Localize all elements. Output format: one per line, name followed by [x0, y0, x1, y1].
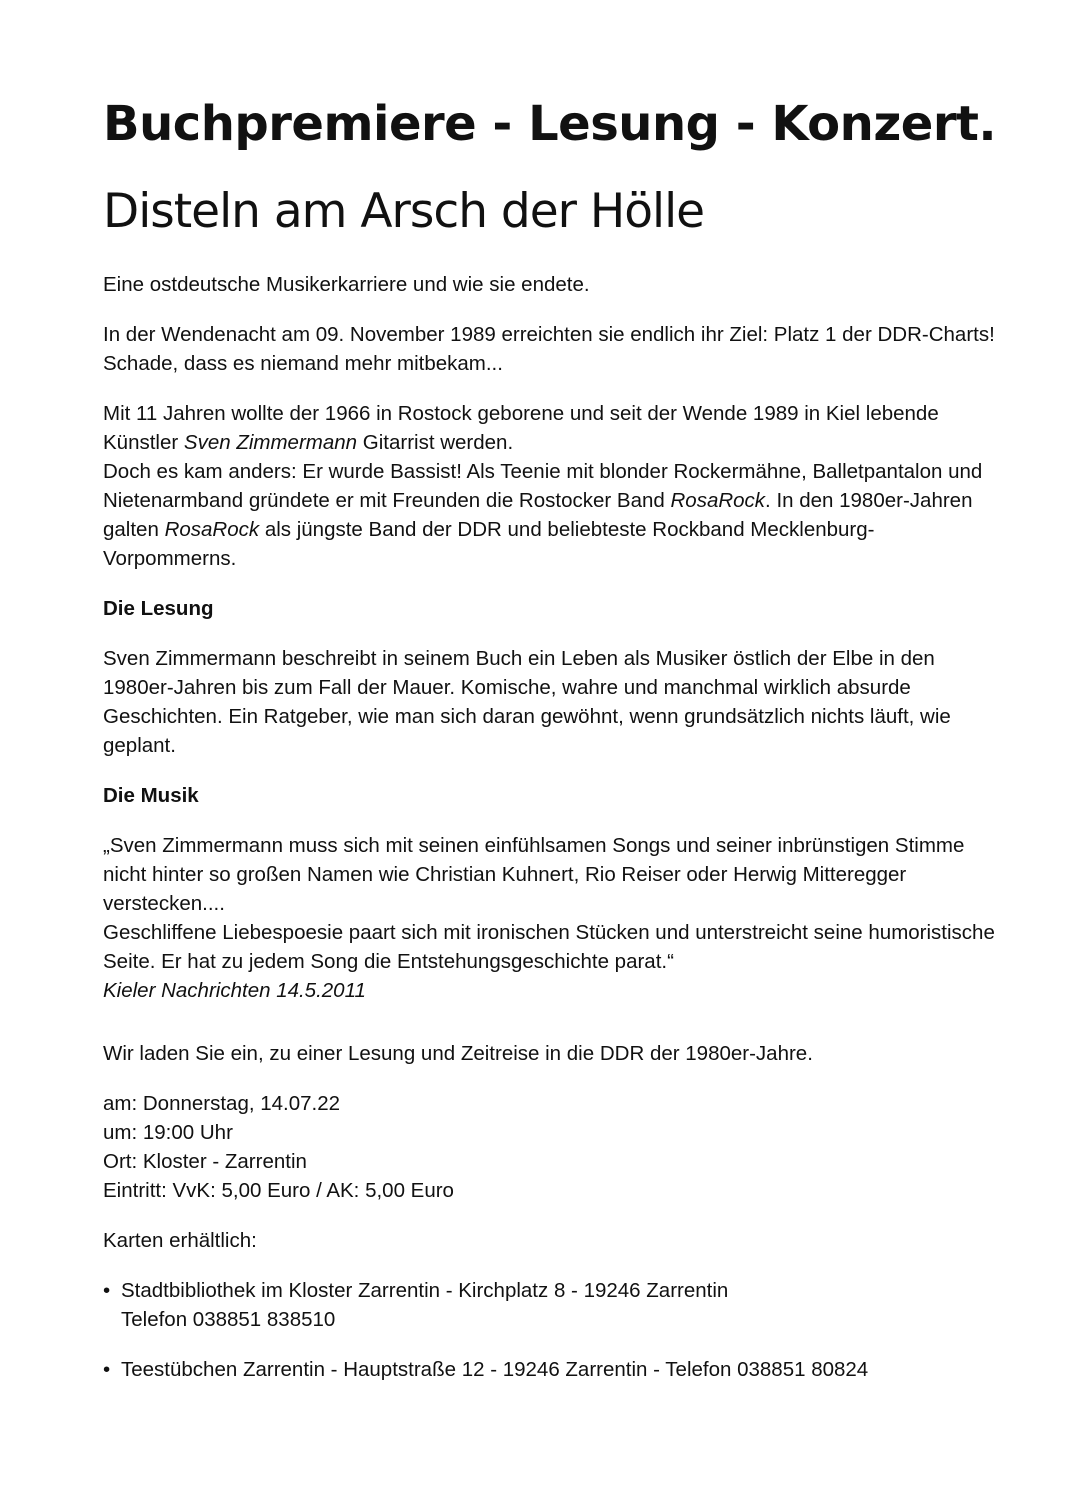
lesung-text: Sven Zimmermann beschreibt in seinem Buch ein Leben als Musiker östlich der Elbe in den 1980er-Jahren bis zum Fall der Mauer. Komische, wahre und manchmal wirklich absurde Geschichten. Ein Ratgeber, wie man sich daran gewöhnt, wenn grundsätzlich nichts läuft, wie geplant. — [103, 647, 951, 757]
tickets-label: Karten erhältlich: — [103, 1229, 257, 1252]
book-title: Disteln am Arsch der Hölle — [103, 184, 705, 239]
press-quote — [103, 831, 1003, 1005]
event-location: Ort: Kloster - Zarrentin — [103, 1150, 307, 1173]
quote-source — [103, 976, 1003, 1005]
musik-heading: Die Musik — [103, 784, 199, 807]
bullet-icon: • — [103, 1279, 111, 1302]
bio-text-3: Doch es kam anders: Er wurde Bassist! Als Teenie mit blonder Rockermähne, Balletpantalon und Nietenarmband gründete er mit Freunden die Rostocker Band — [103, 460, 983, 512]
bio-paragraph — [103, 399, 1003, 573]
document-page — [103, 94, 1003, 1405]
band-name-2: RosaRock — [164, 518, 260, 541]
bio-text-5: als jüngste Band der DDR und beliebteste Rockband Mecklenburg-Vorpommerns. — [103, 518, 875, 570]
artist-name: Sven Zimmermann — [183, 431, 358, 454]
outlet-phone: Telefon 038851 838510 — [121, 1308, 336, 1331]
outlet-address: Teestübchen Zarrentin - Hauptstraße 12 - 19246 Zarrentin - Telefon 038851 80824 — [121, 1358, 869, 1381]
band-name: RosaRock — [670, 489, 766, 512]
quote-text-2: Geschliffene Liebespoesie paart sich mit ironischen Stücken und unterstreicht seine humoristische Seite. Er hat zu jedem Song die Entstehungsgeschichte parat.“ — [103, 921, 995, 973]
lesung-heading: Die Lesung — [103, 597, 214, 620]
event-admission: Eintritt: VvK: 5,00 Euro / AK: 5,00 Euro — [103, 1179, 454, 1202]
quote-source-text: Kieler Nachrichten 14.5.2011 — [103, 979, 366, 1002]
quote-text-1: „Sven Zimmermann muss sich mit seinen einfühlsamen Songs und seiner inbrünstigen Stimme nicht hinter so großen Namen wie Christian Kuhnert, Rio Reiser oder Herwig Mitteregger verstecken.... — [103, 834, 965, 915]
event-details — [103, 1089, 1003, 1205]
bio-text-2: Gitarrist werden. — [357, 431, 514, 454]
bio-text-1: Mit 11 Jahren wollte der 1966 in Rostock geborene und seit der Wende 1989 in Kiel lebende Künstler — [103, 402, 939, 454]
event-time: um: 19:00 Uhr — [103, 1121, 233, 1144]
ticket-outlet-list — [103, 1276, 1003, 1384]
bullet-icon: • — [103, 1358, 111, 1381]
list-item — [103, 1355, 1003, 1384]
invitation-text: Wir laden Sie ein, zu einer Lesung und Zeitreise in die DDR der 1980er-Jahre. — [103, 1042, 813, 1065]
outlet-address: Stadtbibliothek im Kloster Zarrentin - Kirchplatz 8 - 19246 Zarrentin — [121, 1279, 729, 1302]
page-title: Buchpremiere - Lesung - Konzert. — [103, 96, 997, 152]
intro-text: Eine ostdeutsche Musikerkarriere und wie sie endete. — [103, 273, 590, 296]
bio-text-4: . In den 1980er-Jahren galten — [103, 489, 973, 541]
wende-paragraph: In der Wendenacht am 09. November 1989 erreichten sie endlich ihr Ziel: Platz 1 der DDR-Charts! Schade, dass es niemand mehr mitbekam... — [103, 323, 995, 375]
list-item — [103, 1276, 1003, 1334]
event-date: am: Donnerstag, 14.07.22 — [103, 1092, 341, 1115]
